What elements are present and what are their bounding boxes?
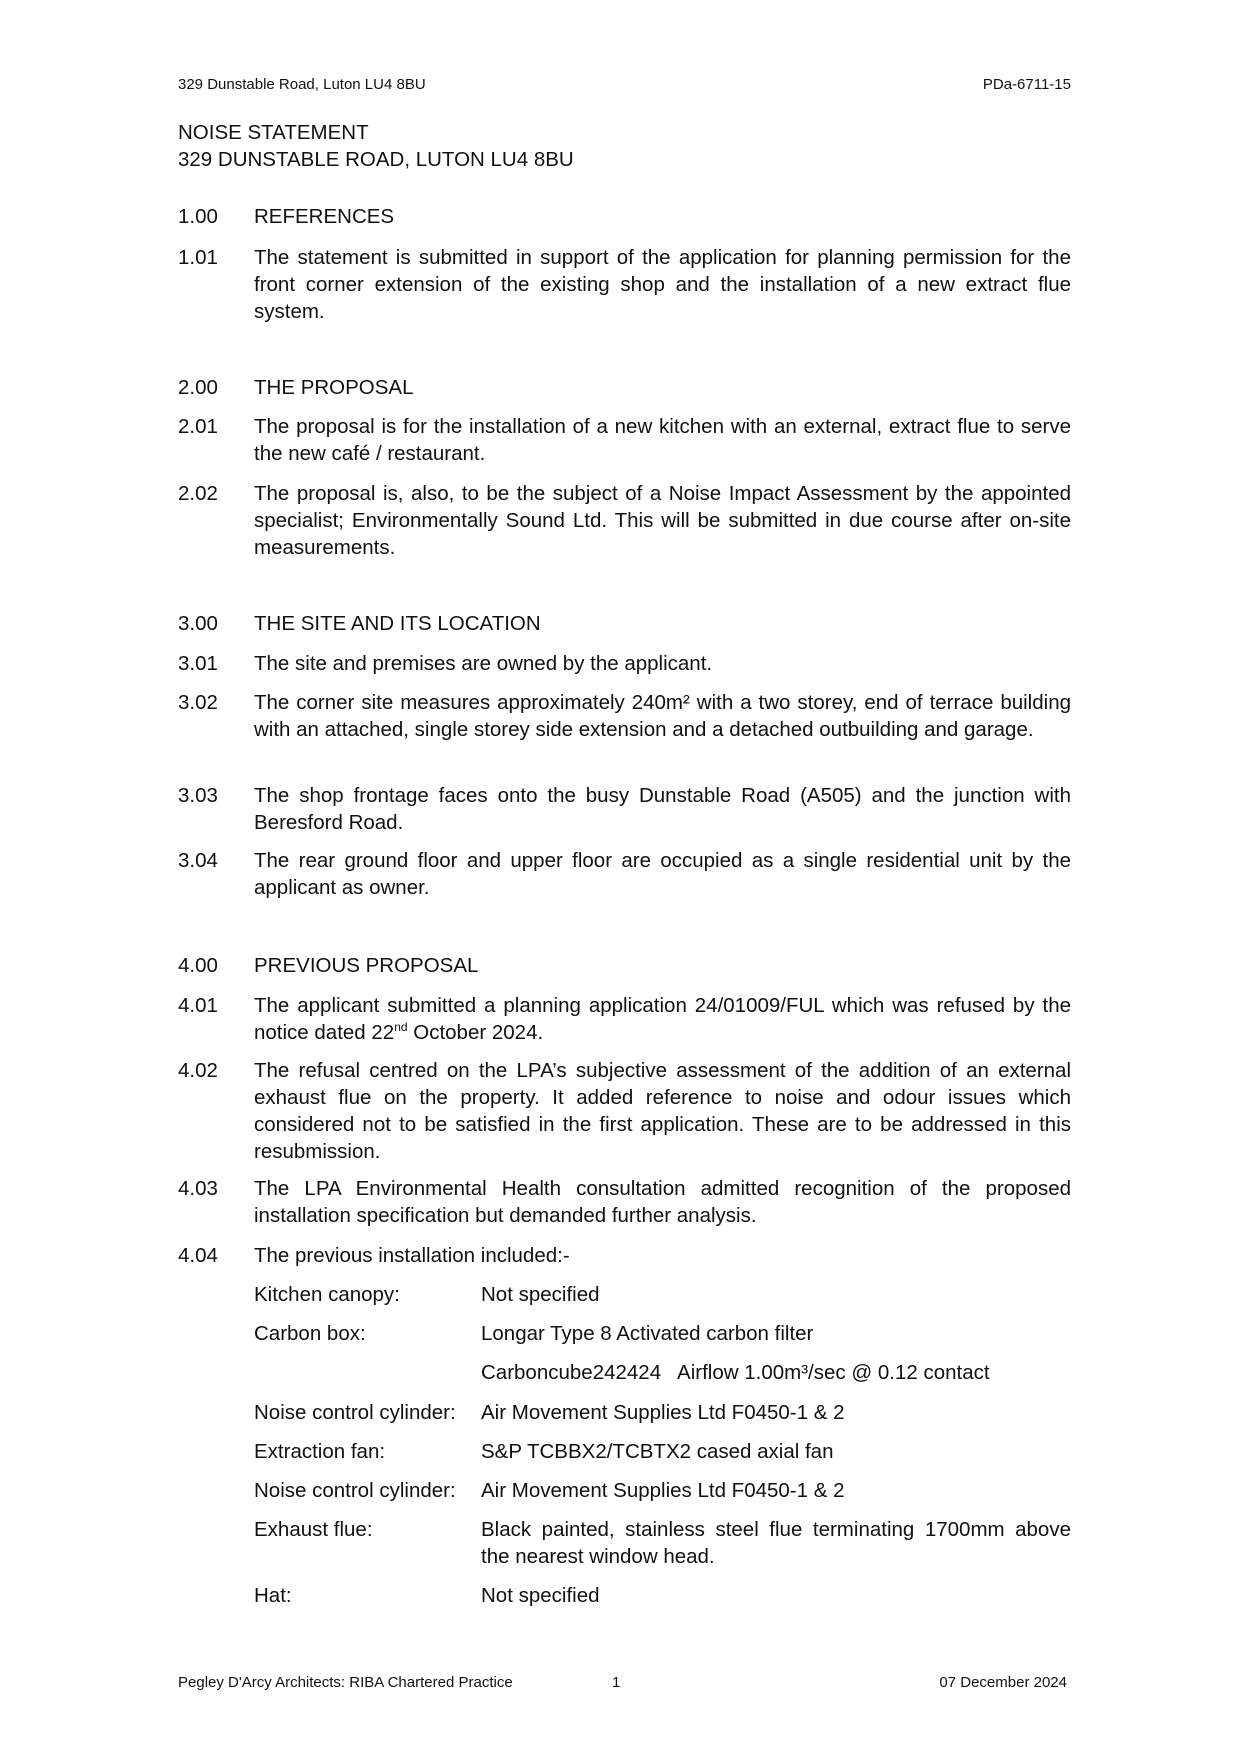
section-1-01 <box>178 244 1071 325</box>
section-number: 2.00 <box>178 376 218 399</box>
section-3-01 <box>178 650 1071 677</box>
footer-page-number: 1 <box>612 1674 621 1691</box>
installation-item <box>254 1320 1071 1347</box>
section-number: 4.04 <box>178 1244 218 1267</box>
section-3-00 <box>178 610 1071 637</box>
section-text-part: October 2024. <box>407 1021 544 1044</box>
section-number: 1.00 <box>178 205 218 228</box>
ordinal-suffix: nd <box>394 1020 408 1035</box>
section-number: 4.01 <box>178 994 218 1017</box>
header-reference: PDa-6711-15 <box>982 76 1071 93</box>
section-text: The refusal centred on the LPA’s subjective assessment of the addition of an external exhaust flue on the property. It added reference to noise and odour issues which considered not to be satisfied in the first application. These are to be addressed in this resubmission. <box>254 1059 1071 1163</box>
installation-item <box>254 1438 1071 1465</box>
section-4-01 <box>178 992 1071 1046</box>
installation-value: Air Movement Supplies Ltd F0450-1 & 2 <box>481 1401 845 1424</box>
section-text: THE PROPOSAL <box>254 376 414 399</box>
installation-item <box>254 1477 1071 1504</box>
section-1-00 <box>178 203 1071 230</box>
installation-value: Not specified <box>481 1584 600 1607</box>
section-text <box>254 992 1071 1046</box>
section-text: The rear ground floor and upper floor are occupied as a single residential unit by the applicant as owner. <box>254 849 1071 899</box>
installation-item <box>254 1281 1071 1308</box>
footer-date: 07 December 2024 <box>939 1674 1067 1691</box>
section-number: 2.01 <box>178 415 218 438</box>
installation-value: Black painted, stainless steel flue terminating 1700mm above the nearest window head. <box>481 1518 1071 1568</box>
section-number: 1.01 <box>178 246 218 269</box>
title-line-1: NOISE STATEMENT <box>178 121 369 144</box>
document-title <box>178 119 1071 173</box>
section-number: 4.00 <box>178 954 218 977</box>
section-number: 3.03 <box>178 784 218 807</box>
section-2-02 <box>178 480 1071 561</box>
installation-label: Hat: <box>254 1584 292 1607</box>
section-4-02 <box>178 1057 1071 1165</box>
installation-value: Air Movement Supplies Ltd F0450-1 & 2 <box>481 1479 845 1502</box>
installation-item <box>254 1359 1071 1386</box>
installation-label: Noise control cylinder: <box>254 1479 456 1502</box>
section-text: The corner site measures approximately 240m² with a two storey, end of terrace building with an attached, single storey side extension and a detached outbuilding and garage. <box>254 691 1071 741</box>
section-text: The proposal is, also, to be the subject of a Noise Impact Assessment by the appointed specialist; Environmentally Sound Ltd. This will be submitted in due course after on-site measurements. <box>254 482 1071 559</box>
installation-label: Exhaust flue: <box>254 1518 373 1541</box>
installation-label: Extraction fan: <box>254 1440 386 1463</box>
section-text: PREVIOUS PROPOSAL <box>254 954 479 977</box>
section-2-00 <box>178 374 1071 401</box>
section-number: 3.01 <box>178 652 218 675</box>
section-number: 2.02 <box>178 482 218 505</box>
installation-value: S&P TCBBX2/TCBTX2 cased axial fan <box>481 1440 834 1463</box>
installation-label: Kitchen canopy: <box>254 1283 400 1306</box>
section-2-01 <box>178 413 1071 467</box>
section-number: 3.00 <box>178 612 218 635</box>
installation-item <box>254 1516 1071 1570</box>
section-3-04 <box>178 847 1071 901</box>
section-text: The shop frontage faces onto the busy Dunstable Road (A505) and the junction with Beresford Road. <box>254 784 1071 834</box>
installation-value: Carboncube242424 Airflow 1.00m³/sec @ 0.12 contact <box>481 1361 990 1384</box>
title-line-2: 329 DUNSTABLE ROAD, LUTON LU4 8BU <box>178 148 574 171</box>
installation-value: Longar Type 8 Activated carbon filter <box>481 1322 814 1345</box>
section-number: 3.04 <box>178 849 218 872</box>
installation-value: Not specified <box>481 1283 600 1306</box>
section-number: 4.02 <box>178 1059 218 1082</box>
section-text: The proposal is for the installation of a new kitchen with an external, extract flue to serve the new café / restaurant. <box>254 415 1071 465</box>
installation-item <box>254 1399 1071 1426</box>
section-4-03 <box>178 1175 1071 1229</box>
installation-label: Noise control cylinder: <box>254 1401 456 1424</box>
section-3-02 <box>178 689 1071 743</box>
section-4-00 <box>178 952 1071 979</box>
section-text: THE SITE AND ITS LOCATION <box>254 612 541 635</box>
section-text: The statement is submitted in support of the application for planning permission for the front corner extension of the existing shop and the installation of a new extract flue system. <box>254 246 1071 323</box>
section-text: The previous installation included:- <box>254 1244 570 1267</box>
section-text: The LPA Environmental Health consultation admitted recognition of the proposed installation specification but demanded further analysis. <box>254 1177 1071 1227</box>
footer-practice: Pegley D'Arcy Architects: RIBA Chartered Practice <box>178 1674 513 1691</box>
section-number: 4.03 <box>178 1177 218 1200</box>
header-address: 329 Dunstable Road, Luton LU4 8BU <box>178 76 426 93</box>
installation-item <box>254 1582 1071 1609</box>
section-4-04 <box>178 1242 1071 1269</box>
section-text: REFERENCES <box>254 205 395 228</box>
section-3-03 <box>178 782 1071 836</box>
section-number: 3.02 <box>178 691 218 714</box>
section-text: The site and premises are owned by the applicant. <box>254 652 713 675</box>
installation-label: Carbon box: <box>254 1322 366 1345</box>
section-text-part: The applicant submitted a planning application 24/01009/FUL which was refused by the notice dated 22 <box>254 994 1071 1044</box>
